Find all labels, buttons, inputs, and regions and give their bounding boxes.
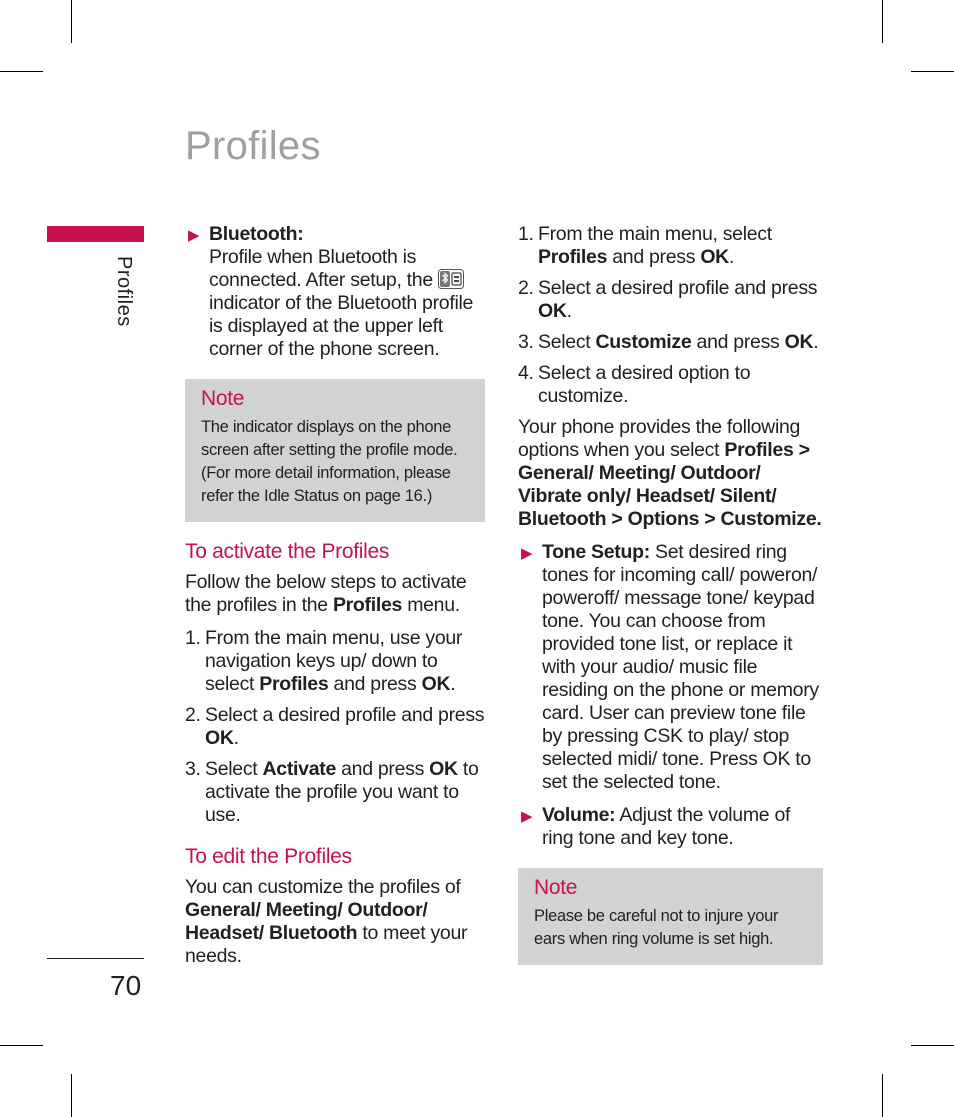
step-item: 2. Select a desired profile and press OK. [185, 704, 485, 749]
step-item: 4. Select a desired option to customize. [518, 362, 751, 407]
bluetooth-bullet [185, 223, 485, 361]
step-item: 1. From the main menu, use your navigation keys up/ down to select Profiles and press OK. [185, 627, 463, 695]
bluetooth-profile-icon [438, 269, 464, 289]
page-title: Profiles [185, 124, 321, 168]
step-item: 2. Select a desired profile and press OK. [518, 277, 818, 322]
bullet-triangle-icon: ▶ [188, 227, 200, 244]
activate-intro: Follow the below steps to activate the profiles in the Profiles menu. [185, 571, 467, 616]
right-column [518, 223, 823, 975]
page-number: 70 [110, 970, 142, 1001]
note-title: Note [534, 876, 578, 899]
crop-mark [71, 0, 72, 43]
step-item: 1. From the main menu, select Profiles and press OK. [518, 223, 772, 268]
bullet-triangle-icon: ▶ [521, 808, 533, 825]
activate-heading: To activate the Profiles [185, 540, 390, 563]
bluetooth-description: Profile when Bluetooth is connected. After setup, the indicator of the Bluetooth profile is displayed at the upper left corner of the phone screen. [209, 246, 474, 360]
section-side-label: Profiles [113, 256, 135, 327]
note-body: The indicator displays on the phone screen after setting the profile mode. (For more detail information, please refer the Idle Status on page 16.) [201, 418, 458, 505]
step-item: 3. Select Activate and press OK to activate the profile you want to use. [185, 758, 479, 826]
crop-mark [882, 0, 883, 43]
crop-mark [911, 1045, 954, 1046]
step-item: 3. Select Customize and press OK. [518, 331, 819, 353]
note-body: Please be careful not to injure your ears when ring volume is set high. [534, 907, 779, 948]
edit-paragraph: You can customize the profiles of General/ Meeting/ Outdoor/ Headset/ Bluetooth to meet your needs. [185, 876, 468, 967]
crop-mark [71, 1074, 72, 1117]
options-paragraph: Your phone provides the following options when you select Profiles > General/ Meeting/ Outdoor/ Vibrate only/ Headset/ Silent/ Bluetooth > Options > Customize. [518, 416, 822, 530]
note-box [185, 379, 485, 522]
section-tab-bar [47, 226, 144, 242]
crop-mark [0, 1045, 43, 1046]
crop-mark [882, 1074, 883, 1117]
bullet-triangle-icon: ▶ [521, 545, 533, 562]
left-column [185, 223, 485, 978]
note-title: Note [201, 387, 245, 410]
tone-setup-bullet: ▶ Tone Setup: Set desired ring tones for incoming call/ poweron/ poweroff/ message tone/ keypad tone. You can choose from provided tone list, or replace it with your audio/ music file residing on the phone or memory card. User can preview tone file by pressing CSK to play/ stop selected midi/ tone. Press OK to set the selected tone. [521, 541, 819, 793]
bluetooth-label: Bluetooth: [209, 223, 304, 245]
volume-bullet: ▶ Volume: Adjust the volume of ring tone and key tone. [521, 804, 791, 849]
crop-mark [911, 71, 954, 72]
note-box [518, 868, 823, 965]
crop-mark [0, 71, 43, 72]
edit-heading: To edit the Profiles [185, 845, 352, 868]
page-number-rule [47, 958, 144, 959]
